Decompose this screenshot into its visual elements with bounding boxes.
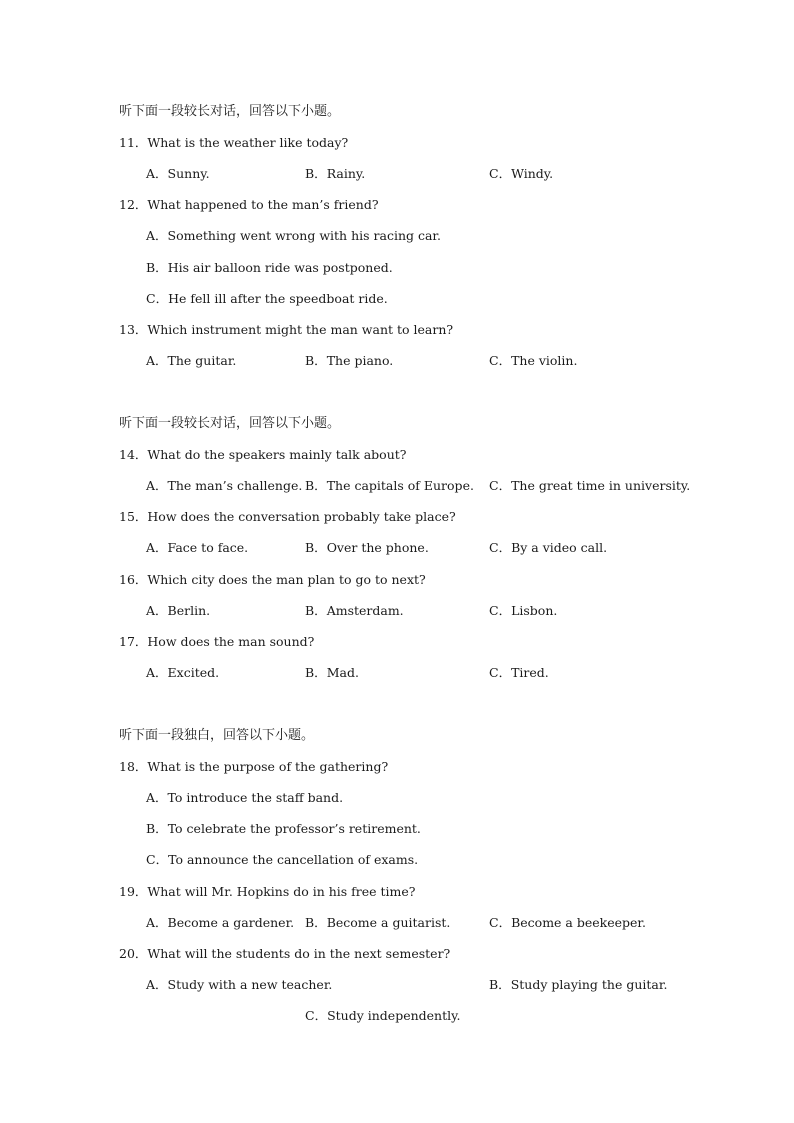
question-12 [119, 196, 379, 214]
option-letter: B． [146, 260, 168, 275]
option-text: He fell ill after the speedboat ride. [168, 291, 388, 306]
option-text: Something went wrong with his racing car. [167, 228, 441, 243]
option-text: Mad. [326, 665, 359, 680]
question-17 [119, 633, 314, 651]
question-11 [119, 134, 348, 152]
option-text: Become a beekeeper. [511, 915, 646, 930]
option-c [305, 1007, 461, 1025]
option-c [489, 477, 690, 495]
option-letter: B． [305, 665, 327, 680]
option-letter: A． [146, 228, 168, 243]
question-13 [119, 321, 453, 339]
option-letter: B． [305, 478, 327, 493]
option-b [305, 539, 429, 557]
question-number: 15． [119, 509, 148, 524]
option-a [146, 914, 294, 932]
option-text: The great time in university. [511, 478, 691, 493]
option-text: Over the phone. [326, 540, 429, 555]
option-text: The violin. [511, 353, 578, 368]
option-text: Rainy. [326, 166, 366, 181]
option-letter: B． [305, 540, 327, 555]
option-c [489, 165, 553, 183]
option-text: His air balloon ride was postponed. [167, 260, 393, 275]
option-a [146, 976, 332, 994]
option-text: By a video call. [511, 540, 608, 555]
option-a [146, 352, 236, 370]
option-text: Lisbon. [511, 603, 558, 618]
option-letter: B． [305, 166, 327, 181]
option-letter: C． [305, 1008, 328, 1023]
option-a [146, 664, 219, 682]
option-b [305, 602, 404, 620]
option-text: Excited. [167, 665, 220, 680]
option-text: Amsterdam. [326, 603, 404, 618]
option-text: Face to face. [167, 540, 249, 555]
option-text: Berlin. [167, 603, 211, 618]
option-letter: B． [489, 977, 511, 992]
option-a [146, 165, 210, 183]
option-letter: C． [146, 291, 169, 306]
option-b [489, 976, 667, 994]
option-letter: A． [146, 915, 168, 930]
question-text: How does the conversation probably take place? [147, 509, 456, 524]
question-15 [119, 508, 456, 526]
question-text: What will Mr. Hopkins do in his free time? [147, 884, 416, 899]
option-text: The man’s challenge. [167, 478, 303, 493]
option-letter: C． [489, 478, 512, 493]
question-18 [119, 758, 388, 776]
option-letter: C． [146, 852, 169, 867]
option-letter: B． [305, 603, 327, 618]
option-c [489, 602, 557, 620]
option-c [489, 914, 646, 932]
option-letter: A． [146, 665, 168, 680]
option-text: The capitals of Europe. [326, 478, 474, 493]
option-letter: A． [146, 603, 168, 618]
option-letter: A． [146, 540, 168, 555]
option-letter: C． [489, 166, 512, 181]
question-number: 18． [119, 759, 148, 774]
option-b [305, 352, 393, 370]
option-letter: A． [146, 977, 168, 992]
question-text: Which city does the man plan to go to next? [147, 572, 426, 587]
section-header: 听下面一段独白，回答以下小题。 [119, 728, 315, 743]
option-text: To announce the cancellation of exams. [168, 852, 419, 867]
option-text: The guitar. [167, 353, 237, 368]
option-b [146, 259, 393, 277]
option-a [146, 539, 248, 557]
option-letter: C． [489, 540, 512, 555]
option-text: Become a guitarist. [326, 915, 451, 930]
option-letter: A． [146, 790, 168, 805]
option-text: Study with a new teacher. [167, 977, 333, 992]
section-header: 听下面一段较长对话，回答以下小题。 [119, 416, 341, 431]
option-text: Study independently. [327, 1008, 461, 1023]
option-b [305, 165, 365, 183]
option-letter: A． [146, 353, 168, 368]
option-a [146, 602, 210, 620]
option-letter: A． [146, 478, 168, 493]
question-number: 20． [119, 946, 148, 961]
question-16 [119, 571, 426, 589]
question-14 [119, 446, 406, 464]
option-letter: C． [489, 603, 512, 618]
question-19 [119, 883, 416, 901]
option-c [146, 290, 388, 308]
option-letter: C． [489, 915, 512, 930]
option-b [146, 820, 421, 838]
question-text: What is the weather like today? [147, 135, 349, 150]
option-text: Study playing the guitar. [510, 977, 668, 992]
question-number: 16． [119, 572, 148, 587]
question-text: What do the speakers mainly talk about? [147, 447, 407, 462]
option-text: To celebrate the professor’s retirement. [167, 821, 421, 836]
question-text: What is the purpose of the gathering? [147, 759, 389, 774]
option-letter: B． [146, 821, 168, 836]
question-number: 14． [119, 447, 148, 462]
question-text: What will the students do in the next semester? [147, 946, 451, 961]
question-text: How does the man sound? [147, 634, 315, 649]
option-text: The piano. [326, 353, 394, 368]
question-number: 19． [119, 884, 148, 899]
option-c [489, 352, 577, 370]
option-a [146, 227, 441, 245]
option-c [146, 851, 418, 869]
question-number: 11． [119, 135, 148, 150]
option-letter: B． [305, 353, 327, 368]
option-a [146, 789, 343, 807]
option-text: Become a gardener. [167, 915, 295, 930]
option-a [146, 477, 302, 495]
option-letter: C． [489, 353, 512, 368]
option-text: Windy. [511, 166, 554, 181]
question-text: What happened to the man’s friend? [147, 197, 379, 212]
option-c [489, 539, 607, 557]
question-text: Which instrument might the man want to learn? [147, 322, 454, 337]
question-number: 17． [119, 634, 148, 649]
option-letter: A． [146, 166, 168, 181]
option-text: To introduce the staff band. [167, 790, 344, 805]
option-letter: C． [489, 665, 512, 680]
option-letter: B． [305, 915, 327, 930]
option-b [305, 477, 474, 495]
question-20 [119, 945, 450, 963]
option-text: Tired. [511, 665, 549, 680]
section-header: 听下面一段较长对话，回答以下小题。 [119, 104, 341, 119]
option-b [305, 664, 359, 682]
option-text: Sunny. [167, 166, 210, 181]
option-b [305, 914, 450, 932]
option-c [489, 664, 549, 682]
question-number: 12． [119, 197, 148, 212]
question-number: 13． [119, 322, 148, 337]
